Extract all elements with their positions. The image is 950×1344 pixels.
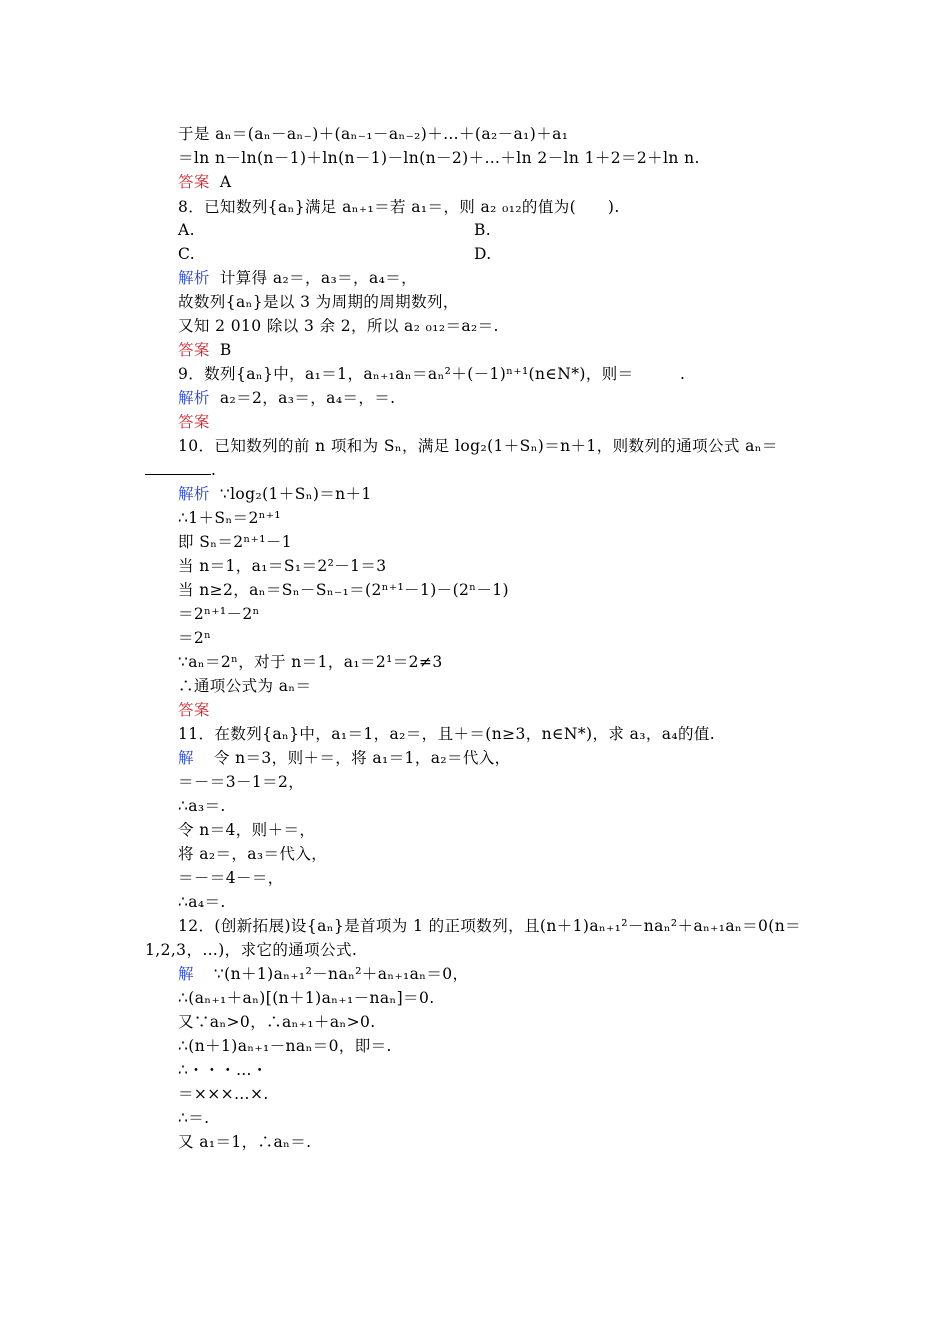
analysis-label: 解析 [178,389,210,407]
solution-label: 解 [178,749,194,767]
text-line: ∴1＋Sₙ＝2ⁿ⁺¹ [178,509,282,527]
text-line: ∵aₙ＝2ⁿ，对于 n＝1，a₁＝2¹＝2≠3 [178,653,443,671]
text-line: ∴・・・…・ [178,1061,268,1079]
answer-blank [145,460,211,475]
text-line: 又知 2 010 除以 3 余 2，所以 a₂ ₀₁₂＝a₂＝. [178,317,499,335]
text-line: ＝2ⁿ [178,629,212,647]
solution-text: 令 n＝3，则＋＝，将 a₁＝1，a₂＝代入， [213,749,511,767]
analysis-line [178,484,372,504]
text-line: 又∵aₙ>0，∴aₙ₊₁＋aₙ>0. [178,1013,376,1031]
text-line: ＝－＝3－1＝2， [178,773,305,791]
text-line: ＝2ⁿ⁺¹－2ⁿ [178,605,260,623]
analysis-text: a₂＝2，a₃＝，a₄＝，＝. [219,389,396,407]
text-line: ＝ln n－ln(n－1)＋ln(n－1)－ln(n－2)＋…＋ln 2－ln 1＋2＝2＋ln n. [178,149,700,167]
question-9: 9．数列{aₙ}中，a₁＝1，aₙ₊₁aₙ＝aₙ²＋(－1)ⁿ⁺¹(n∈N*)，则＝ [178,365,634,383]
option-a: A. [178,221,195,239]
answer-label: 答案 [178,341,210,359]
question-9-end: . [680,365,686,383]
solution-line [178,964,468,984]
answer-line [178,340,232,360]
question-11: 11．在数列{aₙ}中，a₁＝1，a₂＝，且＋＝(n≥3，n∈N*)，求 a₃，a₄的值. [178,725,716,743]
question-10: 10．已知数列的前 n 项和为 Sₙ，满足 log₂(1＋Sₙ)＝n＋1，则数列的通项公式 aₙ＝ [178,437,778,455]
text-line: ∴a₃＝. [178,797,226,815]
analysis-line [178,268,417,288]
answer-value: B [219,341,232,359]
answer-label: 答案 [178,701,210,719]
answer-line [178,700,210,720]
text-line: ∴＝. [178,1109,210,1127]
solution-line [178,748,511,768]
analysis-label: 解析 [178,485,210,503]
text-line: ∴a₄＝. [178,893,226,911]
text-line: 即 Sₙ＝2ⁿ⁺¹－1 [178,533,292,551]
solution-text: ∵(n＋1)aₙ₊₁²－naₙ²＋aₙ₊₁aₙ＝0， [213,965,469,983]
answer-blank-line [145,460,216,480]
text-line: . [211,461,217,479]
answer-label: 答案 [178,173,210,191]
analysis-text: 计算得 a₂＝，a₃＝，a₄＝， [219,269,418,287]
answer-line [178,172,231,192]
text-line: 当 n≥2，aₙ＝Sₙ－Sₙ₋₁＝(2ⁿ⁺¹－1)－(2ⁿ－1) [178,581,509,599]
text-line: 当 n＝1，a₁＝S₁＝2²－1＝3 [178,557,387,575]
text-line: ∴(aₙ₊₁＋aₙ)[(n＋1)aₙ₊₁－naₙ]＝0. [178,989,435,1007]
text-line: ＝－＝4－＝， [178,869,284,887]
text-line: 又 a₁＝1，∴aₙ＝. [178,1133,312,1151]
analysis-line [178,388,395,408]
analysis-text: ∵log₂(1＋Sₙ)＝n＋1 [219,485,372,503]
question-8: 8．已知数列{aₙ}满足 aₙ₊₁＝若 a₁＝，则 a₂ ₀₁₂的值为( ). [178,198,620,216]
text-line: 1,2,3，…)，求它的通项公式. [145,941,358,959]
option-d: D. [474,245,492,263]
answer-label: 答案 [178,413,210,431]
text-line: ＝×××…×. [178,1085,269,1103]
text-line: ∴(n＋1)aₙ₊₁－naₙ＝0，即＝. [178,1037,392,1055]
text-line: 故数列{aₙ}是以 3 为周期的周期数列， [178,293,459,311]
option-b: B. [474,221,492,239]
option-c: C. [178,245,196,263]
analysis-label: 解析 [178,269,210,287]
text-line: 将 a₂＝，a₃＝代入， [178,845,328,863]
answer-line [178,412,210,432]
text-line: 令 n＝4，则＋＝， [178,821,316,839]
question-12: 12．(创新拓展)设{aₙ}是首项为 1 的正项数列，且(n＋1)aₙ₊₁²－naₙ²＋aₙ₊₁aₙ＝0(n＝ [178,917,802,935]
text-line: ∴通项公式为 aₙ＝ [178,677,312,695]
solution-label: 解 [178,965,194,983]
text-line: 于是 aₙ＝(aₙ－aₙ₋)＋(aₙ₋₁－aₙ₋₂)＋…＋(a₂－a₁)＋a₁ [178,125,569,143]
answer-value: A [219,173,232,191]
